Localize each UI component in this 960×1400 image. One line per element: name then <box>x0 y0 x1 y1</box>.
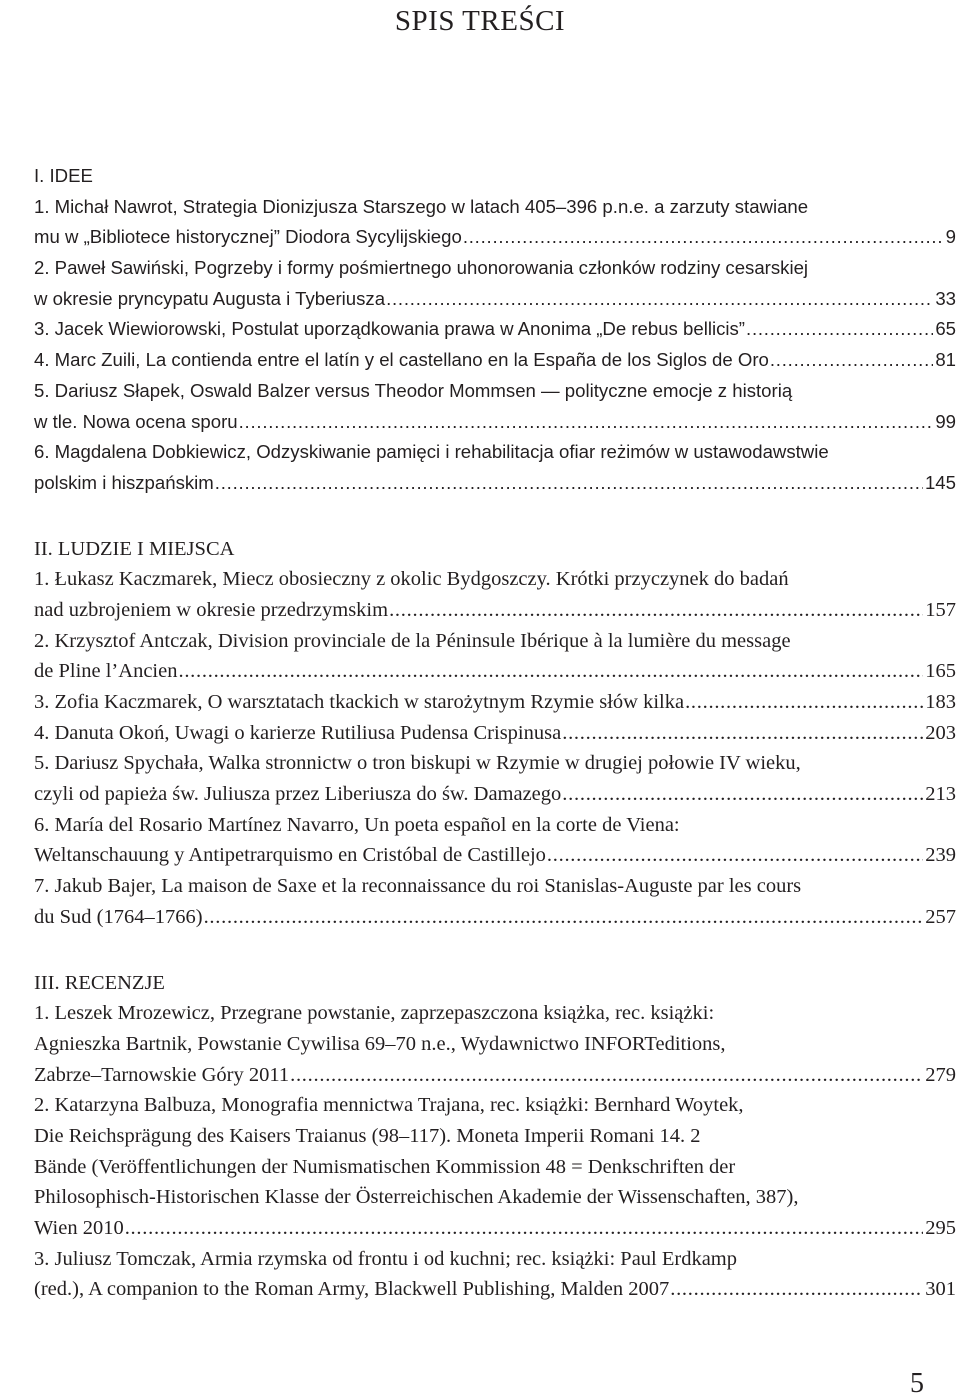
section-heading: III. RECENZJE <box>34 971 165 994</box>
entry-page-number: 145 <box>924 471 956 493</box>
table-of-contents <box>34 161 956 1305</box>
dot-leader <box>386 284 933 315</box>
toc-entry[interactable] <box>34 748 956 809</box>
dot-leader <box>215 468 923 499</box>
entry-page-number: 203 <box>925 721 956 744</box>
dot-leader <box>670 1274 923 1305</box>
entry-last-line <box>34 687 956 718</box>
entry-line-text: 3. Jacek Wiewiorowski, Postulat uporządkowania prawa w Anonima „De rebus bellicis” <box>34 318 746 340</box>
entry-line: 1. Łukasz Kaczmarek, Miecz obosieczny z okolic Bydgoszczy. Krótki przyczynek do badań <box>34 568 789 591</box>
entry-last-line <box>34 222 956 253</box>
entry-page-number: 295 <box>925 1217 956 1239</box>
entry-line: Die Reichsprägung des Kaisers Traianus (98–117). Moneta Imperii Romani 14. 2 <box>34 1124 701 1147</box>
toc-entry[interactable] <box>34 687 956 718</box>
toc-entry[interactable] <box>34 314 956 345</box>
toc-entry[interactable] <box>34 718 956 749</box>
toc-entry[interactable] <box>34 626 956 687</box>
entry-page-number: 239 <box>925 844 956 867</box>
dot-leader <box>685 687 923 718</box>
entry-last-line <box>34 345 956 376</box>
dot-leader <box>239 407 934 438</box>
entry-page-number: 183 <box>925 691 956 713</box>
toc-entry[interactable] <box>34 998 956 1090</box>
entry-last-line <box>34 656 956 687</box>
dot-leader <box>547 840 923 871</box>
entry-last-line <box>34 284 956 315</box>
entry-page-number: 33 <box>935 287 956 309</box>
toc-entry[interactable] <box>34 871 956 932</box>
entry-line-text: de Pline l’Ancien <box>34 660 178 683</box>
entry-line: 1. Leszek Mrozewicz, Przegrane powstanie, zaprzepaszczona książka, rec. książki: <box>34 1002 715 1025</box>
entry-last-line <box>34 902 956 933</box>
entry-line: Bände (Veröffentlichungen der Numismatischen Kommission 48 = Denkschriften der <box>34 1155 736 1178</box>
dot-leader <box>389 595 923 626</box>
toc-entry[interactable] <box>34 1244 956 1305</box>
entry-page-number: 9 <box>945 226 956 248</box>
dot-leader <box>746 314 933 345</box>
entry-line-text: 4. Danuta Okoń, Uwagi o karierze Rutiliusa Pudensa Crispinusa <box>34 721 562 744</box>
entry-last-line <box>34 1213 956 1244</box>
entry-last-line <box>34 779 956 810</box>
entry-line-text: nad uzbrojeniem w okresie przedrzymskim <box>34 598 389 621</box>
page-number: 5 <box>910 1368 924 1399</box>
entry-last-line <box>34 595 956 626</box>
entry-line: 2. Katarzyna Balbuza, Monografia mennictwa Trajana, rec. książki: Bernhard Woytek, <box>34 1094 744 1117</box>
toc-entry[interactable] <box>34 376 956 437</box>
toc-section <box>34 161 956 499</box>
entry-line: 3. Juliusz Tomczak, Armia rzymska od frontu i od kuchni; rec. książki: Paul Erdkamp <box>34 1247 738 1270</box>
toc-entry[interactable] <box>34 564 956 625</box>
section-heading: II. LUDZIE I MIEJSCA <box>34 537 235 560</box>
entry-line: Agnieszka Bartnik, Powstanie Cywilisa 69–70 n.e., Wydawnictwo INFORTeditions, <box>34 1032 726 1055</box>
toc-entry[interactable] <box>34 253 956 314</box>
entry-line-text: (red.), A companion to the Roman Army, Blackwell Publishing, Malden 2007 <box>34 1278 670 1301</box>
dot-leader <box>125 1213 924 1244</box>
entry-line-text: Zabrze–Tarnowskie Góry 2011 <box>34 1063 290 1086</box>
entry-page-number: 165 <box>925 660 956 683</box>
entry-page-number: 213 <box>925 783 956 806</box>
entry-line-text: Wien 2010 <box>34 1217 124 1239</box>
entry-line-text: 3. Zofia Kaczmarek, O warsztatach tkackich w starożytnym Rzymie słów kilka <box>34 691 685 713</box>
entry-line-text: w tle. Nowa ocena sporu <box>34 410 238 432</box>
toc-section <box>34 968 956 1306</box>
entry-page-number: 301 <box>925 1278 956 1301</box>
entry-line: 7. Jakub Bajer, La maison de Saxe et la reconnaissance du roi Stanislas-Auguste par les cours <box>34 875 802 898</box>
page-title: SPIS TREŚCI <box>394 5 566 37</box>
entry-page-number: 99 <box>935 410 956 432</box>
entry-last-line <box>34 1060 956 1091</box>
entry-line: 1. Michał Nawrot, Strategia Dionizjusza Starszego w latach 405–396 p.n.e. a zarzuty stawiane <box>34 195 809 217</box>
entry-page-number: 65 <box>935 318 956 340</box>
dot-leader <box>463 222 944 253</box>
entry-last-line <box>34 468 956 499</box>
section-gap <box>34 933 956 968</box>
entry-line: 5. Dariusz Spychała, Walka stronnictw o tron biskupi w Rzymie w drugiej połowie IV wieku, <box>34 752 801 775</box>
toc-entry[interactable] <box>34 345 956 376</box>
entry-line: 5. Dariusz Słapek, Oswald Balzer versus Theodor Mommsen — polityczne emocje z historią <box>34 379 793 401</box>
entry-last-line <box>34 718 956 749</box>
entry-line: Philosophisch-Historischen Klasse der Österreichischen Akademie der Wissenschaften, 387), <box>34 1186 799 1209</box>
entry-line-text: w okresie pryncypatu Augusta i Tyberiusza <box>34 287 386 309</box>
entry-line: 6. María del Rosario Martínez Navarro, Un poeta español en la corte de Viena: <box>34 813 680 836</box>
entry-line-text: mu w „Bibliotece historycznej” Diodora Sycylijskiego <box>34 226 462 248</box>
toc-entry[interactable] <box>34 192 956 253</box>
entry-page-number: 81 <box>935 349 956 371</box>
dot-leader <box>290 1060 923 1091</box>
entry-line: 2. Krzysztof Antczak, Division provinciale de la Péninsule Ibérique à la lumière du message <box>34 629 791 652</box>
entry-last-line <box>34 314 956 345</box>
dot-leader <box>562 718 923 749</box>
toc-section <box>34 534 956 933</box>
toc-entry[interactable] <box>34 1090 956 1243</box>
entry-last-line <box>34 407 956 438</box>
entry-last-line <box>34 840 956 871</box>
entry-page-number: 279 <box>925 1063 956 1086</box>
toc-entry[interactable] <box>34 437 956 498</box>
entry-page-number: 257 <box>925 905 956 928</box>
section-gap <box>34 499 956 534</box>
entry-last-line <box>34 1274 956 1305</box>
entry-line-text: 4. Marc Zuili, La contienda entre el latín y el castellano en la España de los Siglos de Oro <box>34 349 769 371</box>
entry-line: 2. Paweł Sawiński, Pogrzeby i formy pośmiertnego uhonorowania członków rodziny cesarskiej <box>34 257 809 279</box>
entry-line-text: czyli od papieża św. Juliusza przez Liberiusza do św. Damazego <box>34 783 562 806</box>
toc-entry[interactable] <box>34 810 956 871</box>
section-heading: I. IDEE <box>34 165 93 186</box>
entry-line-text: polskim i hiszpańskim <box>34 471 214 493</box>
dot-leader <box>770 345 933 376</box>
entry-line-text: Weltanschauung y Antipetrarquismo en Cristóbal de Castillejo <box>34 844 546 867</box>
entry-page-number: 157 <box>925 598 956 621</box>
dot-leader <box>178 656 923 687</box>
entry-line-text: du Sud (1764–1766) <box>34 905 203 928</box>
dot-leader <box>204 902 924 933</box>
dot-leader <box>562 779 923 810</box>
entry-line: 6. Magdalena Dobkiewicz, Odzyskiwanie pamięci i rehabilitacja ofiar reżimów w ustawodawstwie <box>34 441 829 463</box>
